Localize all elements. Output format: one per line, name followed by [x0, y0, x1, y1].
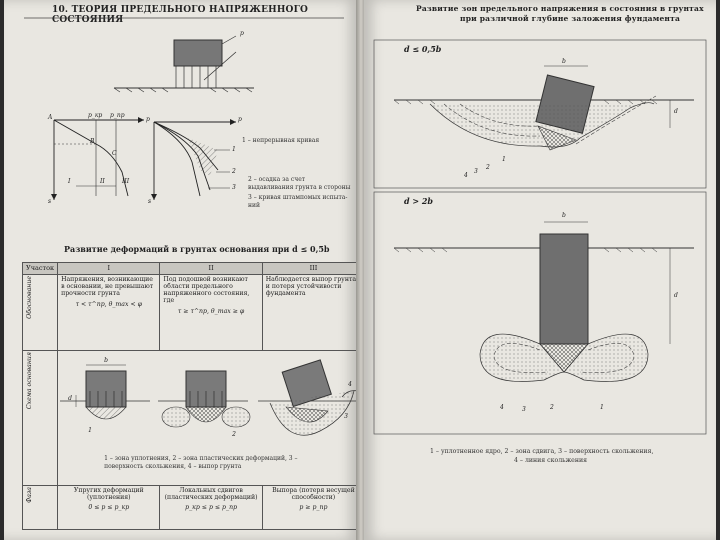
phase-stage-ii: Локальных сдвигов (пластических деформаций) p_кр ≤ p ≤ p_пр [160, 486, 262, 530]
right-page [364, 0, 716, 540]
scheme-label-1: 1 [88, 427, 92, 434]
col-header-stage-iii: III [262, 263, 358, 275]
row-label-scheme: Схема основания [26, 352, 33, 410]
col-header-section: Участок [23, 263, 58, 275]
fig2-label-3: 3 [522, 406, 526, 413]
foundation-load-figure [114, 36, 254, 92]
condition-stage-i: τ < τ^пр, θ_max < φ [75, 301, 142, 308]
fig3-p-label: p [238, 116, 242, 123]
condition-stage-ii: τ ≥ τ^пр, θ_max ≥ φ [177, 308, 245, 315]
fig3-curve1-label: 1 [232, 146, 236, 153]
fig2-ppr-label: p_пр [110, 112, 125, 119]
phase-range-stage-iii: p ≥ p_пр [299, 504, 328, 511]
fig2-stage-iii-label: III [122, 178, 130, 185]
col-header-stage-ii: II [160, 263, 262, 275]
fig3-s-label: s [148, 198, 152, 205]
deformation-table [22, 262, 358, 530]
fig1-label-4: 4 [464, 172, 468, 179]
fig2-b-label: b [562, 212, 566, 219]
fig2-label-1: 1 [600, 404, 604, 411]
fig1-label-1: 1 [502, 156, 506, 163]
scheme-label-4: 4 [348, 381, 352, 388]
fig1-label-3: 3 [474, 168, 478, 175]
fig2-s-label: s [48, 198, 52, 205]
scheme-cell [58, 351, 358, 486]
row-label-justification: Обоснование [26, 276, 33, 319]
row-label-phase: Фаза [26, 487, 33, 503]
phase-range-stage-i: 0 ≤ p ≤ p_кр [88, 504, 130, 511]
fig2-a-label: A [48, 114, 53, 121]
phase-range-stage-ii: p_кр ≤ p ≤ p_пр [185, 504, 238, 511]
deep-foundation-figure [394, 222, 694, 382]
legend-item-2: 2 – осадка за счет выдавливания грунта в стороны [248, 176, 351, 191]
caption-line1: 1 – уплотненное ядро, 2 – зона сдвига, 3 – поверхность скольжения, [430, 448, 654, 455]
case-shallow-label: d ≤ 0,5b [404, 44, 442, 54]
fig2-pkr-label: p_кр [88, 112, 103, 119]
fig3-curve2-label: 2 [232, 168, 236, 175]
table-title: Развитие деформаций в грунтах основания при d ≤ 0,5b [64, 244, 330, 254]
left-page [4, 0, 358, 540]
fig1-d-label: d [674, 108, 678, 115]
caption-line2: 4 – линия скольжения [514, 457, 587, 464]
fig1-p-label: p [240, 30, 244, 37]
col-header-stage-i: I [58, 263, 160, 275]
fig2-c-label: C [112, 150, 117, 157]
scheme-d-label: d [68, 395, 72, 402]
right-header-line1: Развитие зон предельного напряжения в состояния в грунтах [416, 4, 704, 13]
case-deep-label: d > 2b [404, 196, 434, 206]
justification-stage-iii: Наблюдается выпор грунта и потеря устойчивости фундамента [262, 275, 358, 351]
phase-stage-i: Упругих деформаций (уплотнения) 0 ≤ p ≤ p_кр [58, 486, 160, 530]
settlement-curves-graph [151, 119, 236, 200]
fig3-curve3-label: 3 [232, 184, 236, 191]
fig2-stage-i-label: I [68, 178, 71, 185]
fig2-stage-ii-label: II [100, 178, 105, 185]
fig2-b-label: B [90, 138, 95, 145]
fig1-label-2: 2 [486, 164, 490, 171]
justification-stage-ii: Под подошвой возникают области предельного напряженного состояния, где τ ≥ τ^пр, θ_max ≥ φ [160, 275, 262, 351]
fig2-p-label: p [146, 116, 150, 123]
legend-item-3: 3 – кривая штампомых испыта-ний [248, 194, 348, 209]
justification-stage-i: Напряжения, возникающие в основании, не превышают прочности грунта τ < τ^пр, θ_max < φ [58, 275, 160, 351]
legend-item-1: 1 – непрерывная кривая [242, 137, 320, 144]
page-header: 10. ТЕОРИЯ ПРЕДЕЛЬНОГО НАПРЯЖЕННОГО СОСТОЯНИЯ [52, 5, 309, 25]
fig2-d-label: d [674, 292, 678, 299]
fig2-label-2: 2 [550, 404, 554, 411]
phase-stage-iii: Выпора (потеря несущей способности) p ≥ p_пр [262, 486, 358, 530]
scheme-b-label: b [104, 357, 108, 364]
right-header-line2: при различной глубине заложения фундамента [460, 14, 681, 23]
fig2-label-4: 4 [500, 404, 504, 411]
load-settlement-graph [51, 117, 144, 200]
fig1-b-label: b [562, 58, 566, 65]
scheme-label-2: 2 [232, 431, 236, 438]
scheme-caption: 1 – зона уплотнения, 2 – зона пластических деформаций, 3 – поверхность скольжения, 4 – выпор грунта [104, 455, 298, 470]
shallow-foundation-figure [394, 66, 694, 150]
scheme-label-3: 3 [344, 413, 348, 420]
